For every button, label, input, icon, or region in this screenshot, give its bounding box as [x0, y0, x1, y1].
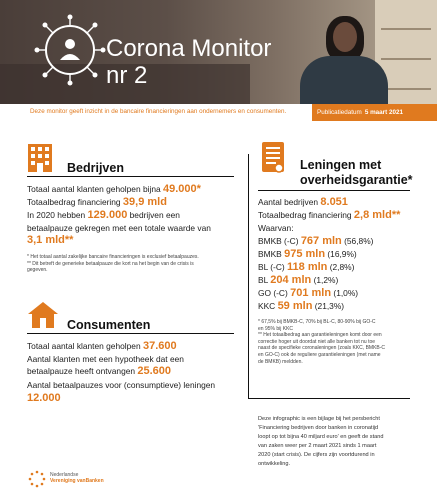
- bedrijven-klanten-label: Totaal aantal klanten geholpen bijna: [27, 184, 161, 194]
- nvb-logo-line-2: [50, 478, 104, 484]
- leningen-footnote-2: ** Het totaalbedrag aan garantieleningen komt door een: [258, 332, 382, 339]
- leningen-heading-line-2: overheidsgarantie*: [300, 173, 413, 187]
- leningen-row-amount: 204 mln: [270, 274, 312, 286]
- bedrijven-financiering-value: 39,9 mld: [122, 196, 167, 208]
- bedrijven-financiering-label: Totaalbedrag financiering: [27, 197, 121, 207]
- closing-line: 2020 (start crisis). De cijfers zijn voortdurend in: [258, 452, 375, 458]
- leningen-row-label: KKC: [258, 301, 276, 311]
- bedrijven-footnotes: [27, 254, 237, 274]
- closing-line: Deze infographic is een bijlage bij het persbericht: [258, 416, 380, 422]
- consumenten-klanten-value: 37.600: [142, 340, 177, 352]
- consumenten-hypotheek-value: 25.600: [137, 365, 172, 377]
- document-scroll-icon: [260, 141, 286, 175]
- leningen-row-pct: (56,8%): [344, 236, 374, 246]
- leningen-row-label: BL: [258, 275, 268, 285]
- consumenten-line-1: [27, 341, 177, 352]
- nvb-logo-text: [50, 472, 104, 484]
- closing-line: ontwikkeling.: [258, 461, 291, 467]
- leningen-heading-line-1: Leningen met: [300, 158, 382, 172]
- bedrijven-betaalpauze-count: 129.000: [87, 209, 128, 221]
- leningen-line-1: [258, 197, 348, 208]
- leningen-row-amount: 701 mln: [290, 287, 332, 299]
- page-title: Corona Monitor: [106, 35, 272, 62]
- leningen-row-amount: 118 mln: [287, 261, 328, 273]
- leningen-row: [258, 262, 354, 273]
- bedrijven-betaalpauze-prefix: In 2020 hebben: [27, 210, 86, 220]
- consumenten-heading-rule: [27, 333, 234, 334]
- consumenten-hypotheek-label: betaalpauze heeft ontvangen: [27, 366, 136, 376]
- leningen-row-pct: (1,0%): [333, 288, 359, 298]
- consumenten-klanten-label: Totaal aantal klanten geholpen: [27, 341, 141, 351]
- bedrijven-betaalpauze-suffix: bedrijven een: [129, 210, 180, 220]
- leningen-row-amount: 59 mln: [277, 300, 313, 312]
- office-building-icon: [27, 143, 53, 173]
- consumenten-line-2: Aantal klanten met een hypotheek dat een: [27, 354, 184, 364]
- leningen-bottom-rule: [248, 398, 410, 399]
- bedrijven-line-5: [27, 235, 73, 246]
- leningen-footnotes: [258, 319, 418, 365]
- hero-banner: [0, 0, 437, 104]
- leningen-financiering-label: Totaalbedrag financiering: [258, 210, 352, 220]
- consumenten-leningen-value: 12.000: [27, 392, 61, 404]
- bedrijven-line-4: betaalpauze gekregen met een totale waarde van: [27, 223, 211, 233]
- leningen-waarvan: Waarvan:: [258, 223, 294, 233]
- leningen-row-pct: (21,3%): [314, 301, 345, 311]
- nvb-logo: [28, 470, 104, 493]
- closing-line: van zaken weer per 2 maart 2021 sinds 1 maart: [258, 443, 377, 449]
- nvb-logo-mark-icon: [28, 470, 46, 488]
- publication-label: Publicatiedatum: [317, 109, 362, 116]
- consumenten-heading: Consumenten: [67, 318, 151, 332]
- leningen-line-2: [258, 210, 400, 221]
- leningen-bedrijven-value: 8.051: [320, 196, 348, 208]
- leningen-row: [258, 288, 358, 299]
- consumenten-line-4: Aantal betaalpauzes voor (consumptieve) leningen: [27, 380, 216, 390]
- leningen-footnote-2-cont: naast de specifieke coronaleningen (zoals KKC, BMKB-C: [258, 345, 386, 352]
- closing-line: 'Financiering bedrijven door banken in coronatijd: [258, 425, 379, 431]
- nvb-logo-vereniging: Vereniging: [50, 478, 76, 484]
- bedrijven-line-2: [27, 197, 167, 208]
- leningen-row-pct: (16,9%): [327, 249, 357, 259]
- leningen-bedrijven-label: Aantal bedrijven: [258, 197, 319, 207]
- hero-person-body: [300, 56, 388, 104]
- bedrijven-klanten-value: 49.000*: [162, 183, 201, 195]
- leningen-row-pct: (2,8%): [329, 262, 355, 272]
- leningen-footnote-2-cont: correctie hoger uit doordat niet alle banken tot nu toe: [258, 338, 376, 345]
- consumenten-line-5: [27, 393, 61, 404]
- hero-person-head: [333, 22, 357, 52]
- bedrijven-line-3: [27, 210, 180, 221]
- bedrijven-footnote-2: ** Dit betreft de generieke betaalpauze die kort na het begin van de crisis is: [27, 260, 194, 267]
- bedrijven-line-1: [27, 184, 201, 195]
- nvb-logo-van: van: [76, 478, 86, 484]
- intro-text: Deze monitor geeft inzicht in de bancaire financieringen aan ondernemers en consumenten.: [30, 108, 287, 115]
- leningen-heading-rule: [258, 190, 410, 191]
- leningen-footnote-1: * 67,5% bij BMKB-C, 70% bij BL-C, 80-90% bij GO-C: [258, 319, 376, 325]
- leningen-row: [258, 301, 344, 312]
- leningen-row-label: GO (-C): [258, 288, 288, 298]
- leningen-row-amount: 975 mln: [284, 248, 326, 260]
- house-icon: [27, 301, 59, 329]
- leningen-row-amount: 767 mln: [300, 235, 342, 247]
- page-title-number: nr 2: [106, 62, 148, 89]
- leningen-row: [258, 275, 338, 286]
- nvb-logo-line-1: Nederlandse: [50, 472, 79, 478]
- bedrijven-footnote-1: * Het totaal aantal zakelijke bancaire financieringen is exclusief betaalpauzes.: [27, 254, 199, 260]
- bedrijven-heading-rule: [27, 176, 234, 177]
- leningen-vertical-rule: [248, 154, 249, 398]
- leningen-footnote-1-cont: en 95% bij KKC: [258, 325, 294, 332]
- intro-bar: [0, 104, 437, 121]
- bedrijven-betaalpauze-value: 3,1 mld**: [27, 234, 74, 246]
- consumenten-line-3: [27, 366, 171, 377]
- leningen-footnote-2-cont: en GO-C) ook de reguliere garantieleningen (met name: [258, 351, 381, 358]
- leningen-financiering-value: 2,8 mld**: [353, 209, 401, 221]
- leningen-row-label: BMKB (-C): [258, 236, 299, 246]
- network-people-icon: [34, 14, 106, 86]
- closing-line: loopt op tot bijna 40 miljard euro' en geeft de stand: [258, 434, 384, 440]
- leningen-footnote-2-cont: de BMKB) meldden.: [258, 358, 303, 365]
- leningen-row-label: BL (-C): [258, 262, 285, 272]
- leningen-row: [258, 236, 373, 247]
- leningen-row-pct: (1,2%): [313, 275, 339, 285]
- closing-note: [258, 415, 428, 469]
- publication-date: 5 maart 2021: [364, 109, 403, 116]
- nvb-logo-banken: Banken: [85, 478, 104, 484]
- leningen-row-label: BMKB: [258, 249, 282, 259]
- leningen-row: [258, 249, 357, 260]
- publication-date-badge: [312, 104, 437, 121]
- bedrijven-heading: Bedrijven: [67, 161, 124, 175]
- bedrijven-footnote-2-cont: gegeven.: [27, 267, 48, 274]
